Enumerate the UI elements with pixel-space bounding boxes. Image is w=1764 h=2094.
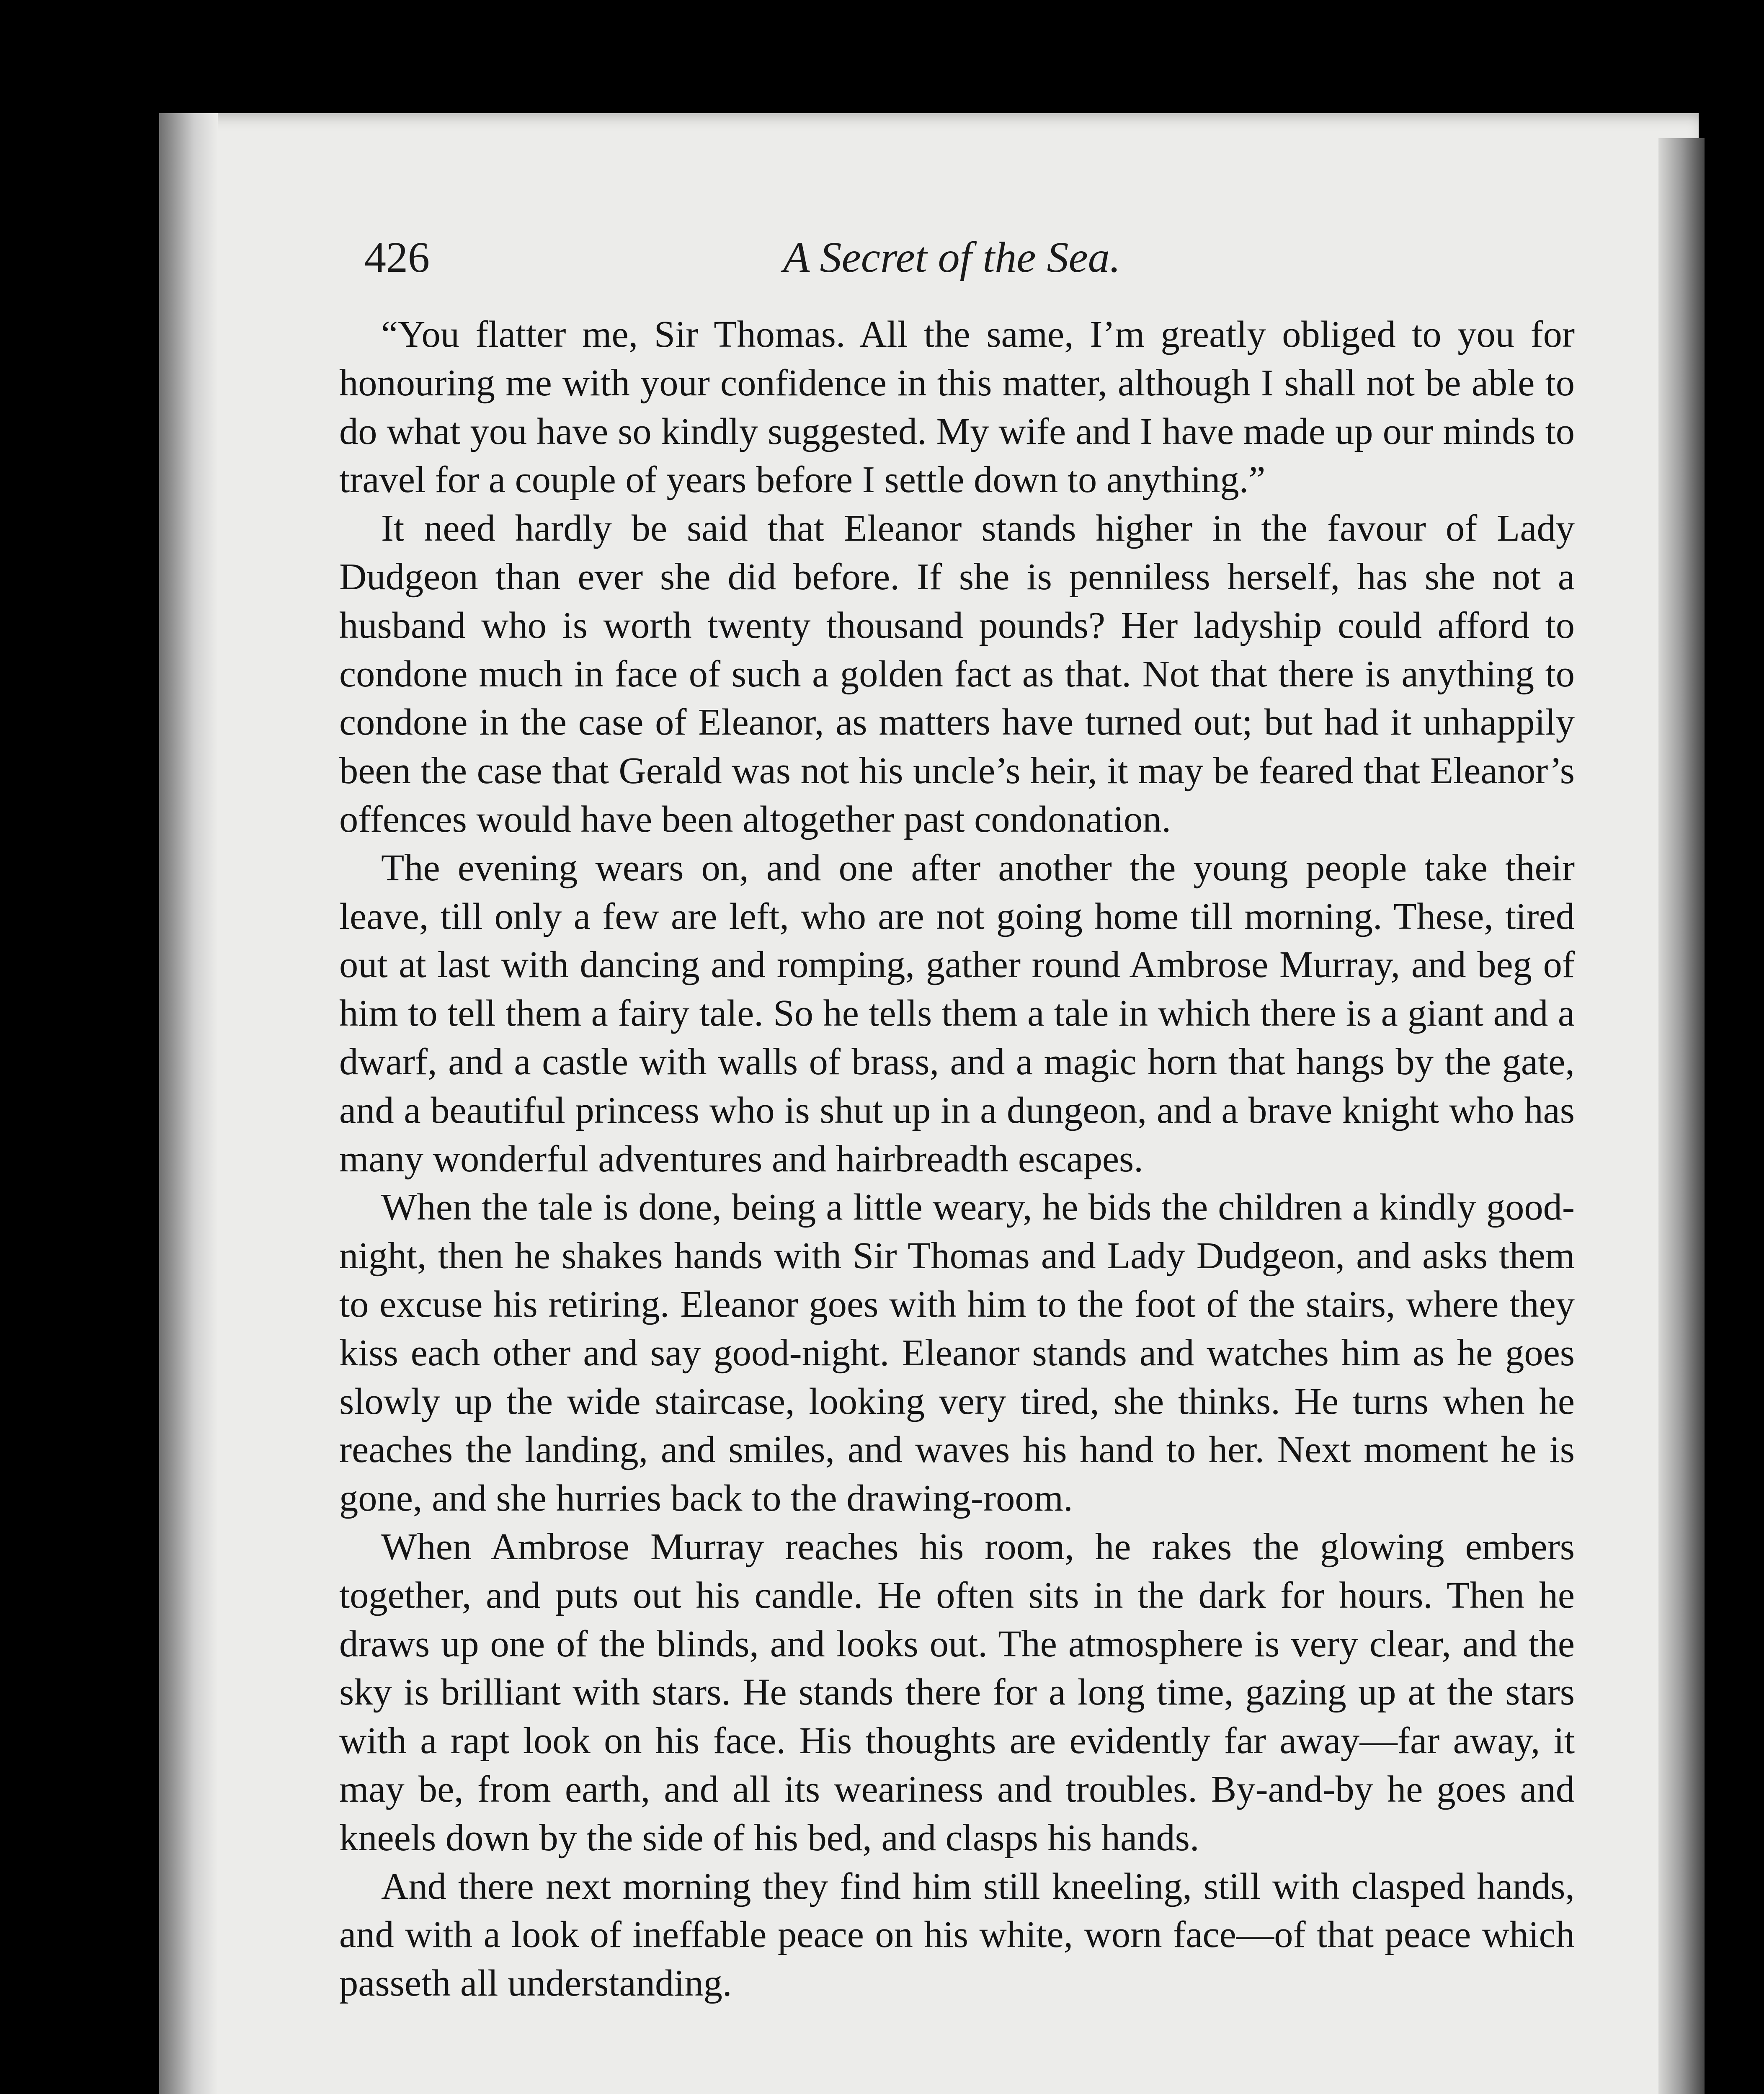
paragraph: It need hardly be said that Eleanor stands higher in the favour of Lady Dudgeon than ever she did before. If she is penniless herself, has she not a husband who is worth twenty thousand pounds? Her ladyship could afford to condone much in face of such a golden fact as that. Not that there is anything to condone in the case of Eleanor, as matters have turned out; but had it unhappily been the case that Gerald was not his uncle’s heir, it may be feared that Eleanor’s offences would have been altogether past condonation. — [339, 507, 1575, 840]
paragraph: When Ambrose Murray reaches his room, he rakes the glowing embers together, and puts out his candle. He often sits in the dark for hours. Then he draws up one of the blinds, and looks out. The atmosphere is very clear, and the sky is brilliant with stars. He stands there for a long time, gazing up at the stars with a rapt look on his face. His thoughts are evidently far away—far away, it may be, from earth, and all its weariness and troubles. By-and-by he goes and kneels down by the side of his bed, and clasps his hands. — [339, 1525, 1575, 1859]
running-title: A Secret of the Sea. — [783, 233, 1121, 281]
running-head — [364, 232, 1587, 287]
paragraph: The evening wears on, and one after another the young people take their leave, till only a few are left, who are not going home till morning. These, tired out at last with dancing and romping, gather round Ambrose Murray, and beg of him to tell them a fairy tale. So he tells them a tale in which there is a giant and a dwarf, and a castle with walls of brass, and a magic horn that hangs by the gate, and a beautiful princess who is shut up in a dungeon, and a brave knight who has many wonderful adventures and hairbreadth escapes. — [339, 846, 1575, 1180]
paragraph: When the tale is done, being a little weary, he bids the children a kindly good-night, then he shakes hands with Sir Thomas and Lady Dudgeon, and asks them to excuse his retiring. Eleanor goes with him to the foot of the stairs, where they kiss each other and say good-night. Eleanor stands and watches him as he goes slowly up the wide staircase, looking very tired, she thinks. He turns when he reaches the landing, and smiles, and waves his hand to her. Next moment he is gone, and she hurries back to the drawing-room. — [339, 1186, 1575, 1519]
body-text — [339, 310, 1575, 2007]
page-right-edge — [1658, 138, 1705, 2094]
page-gutter-shadow — [159, 113, 218, 2094]
paragraph: And there next morning they find him still kneeling, still with clasped hands, and with a look of ineffable peace on his white, worn face—of that peace which passeth all understanding. — [339, 1864, 1575, 2004]
paragraph: “You flatter me, Sir Thomas. All the same, I’m greatly obliged to you for honouring me with your confidence in this matter, although I shall not be able to do what you have so kindly suggested. My wife and I have made up our minds to travel for a couple of years before I settle down to anything.” — [339, 313, 1575, 501]
page-number: 426 — [364, 233, 430, 281]
